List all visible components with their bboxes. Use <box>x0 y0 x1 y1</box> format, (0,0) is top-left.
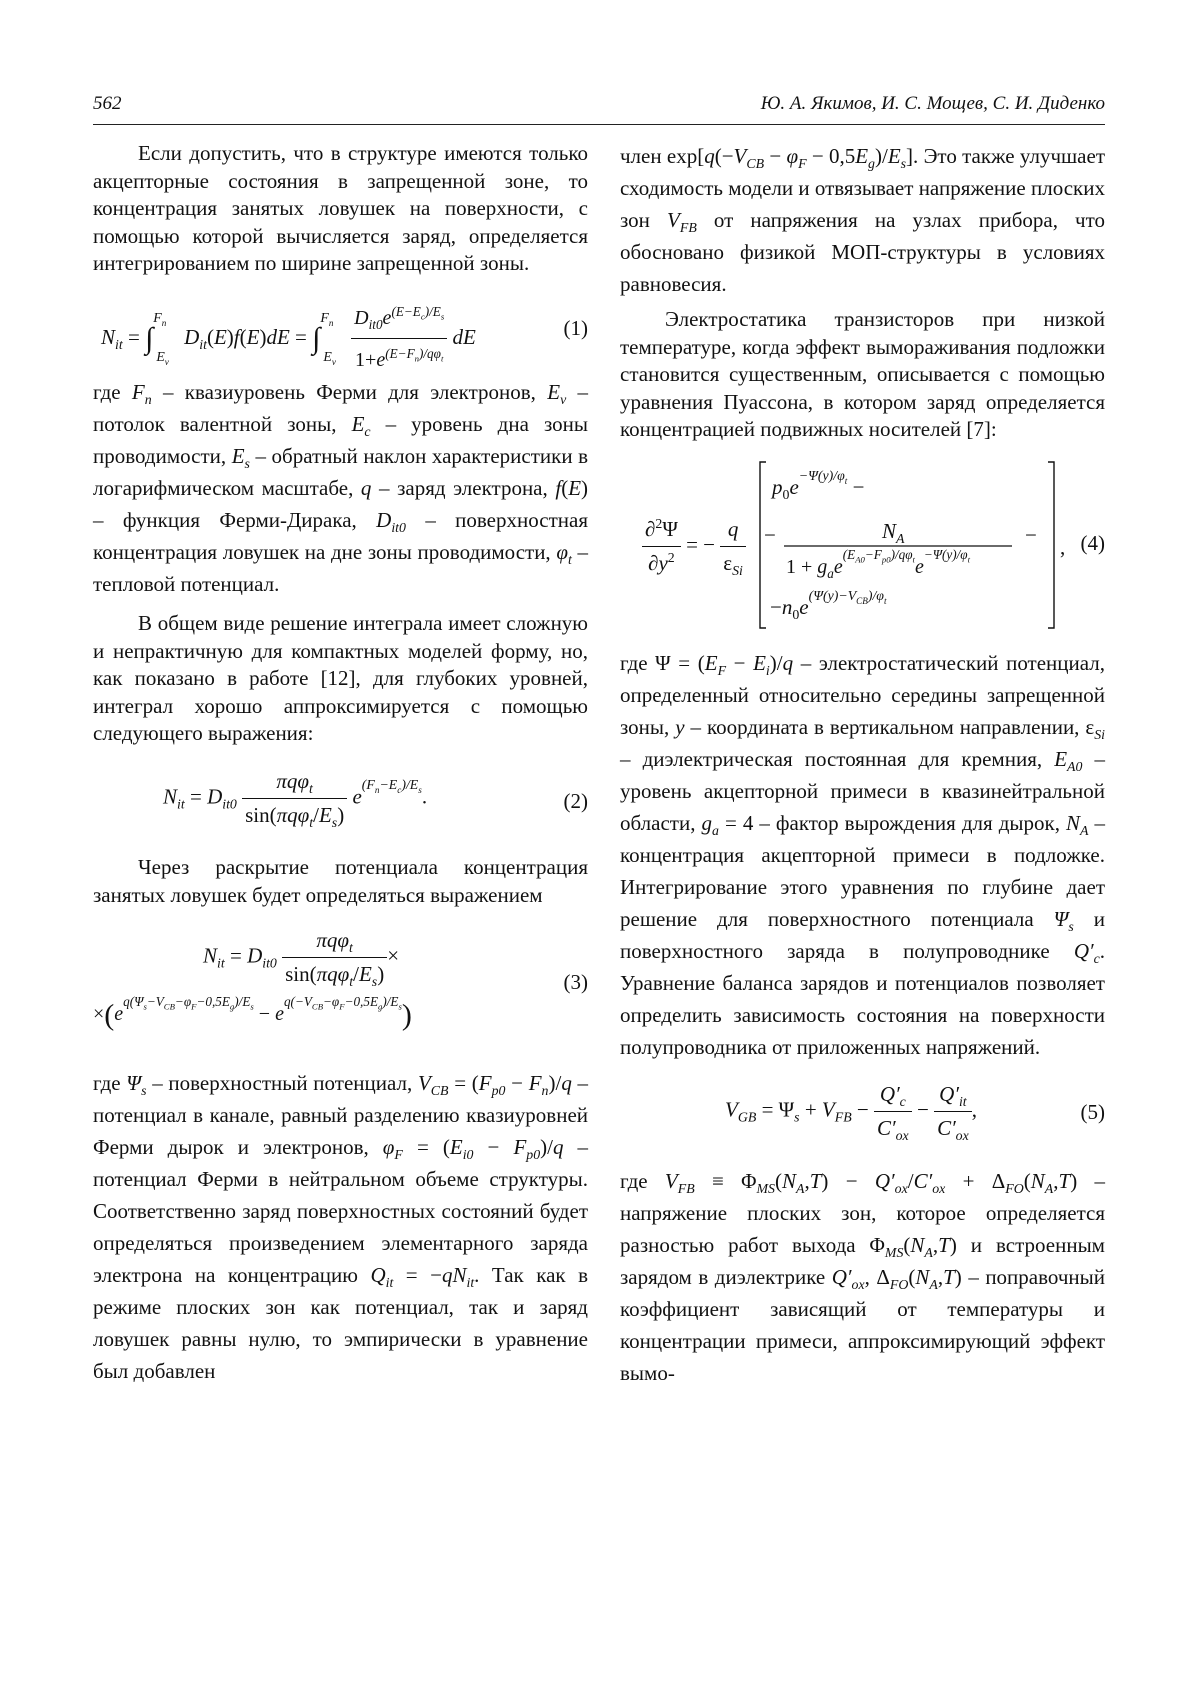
equation-1: Nit = ∫FnEv Dit(E)f(E)dE = ∫FnEv Dit0e(E−Ec)/Es 1+e(E−Fn)/qφt dE (1) <box>93 292 588 362</box>
paragraph-definitions-3: где Ψ = (EF − Ei)/q – электростатический потенциал, определенный относительно середины запрещенной зоны, y – координата в вертикальном направлении, εSi – диэлектрическая постоянная для кремния, EA0 – уровень акцепторной примеси в квазинейтральной области, ga = 4 – фактор вырождения для дырок, NA – концентрация акцепторной примеси в подложке. Интегрирование этого уравнения по глубине дает решение для поверхностного потенциала Ψs и поверхностного заряда в полупроводнике Q′c. Уравнение баланса зарядов и потенциалов позволяет определить зависимость состояния на поверхности полупроводника от приложенных напряжений. <box>620 647 1105 1063</box>
equation-1-number: (1) <box>564 310 589 346</box>
running-header <box>93 90 1105 122</box>
right-column <box>620 140 1105 1389</box>
paragraph-intro: Если допустить, что в структуре имеются только акцепторные состояния в запрещенной зоне, то концентрация занятых ловушек на поверхности, с помощью которой вычисляется заряд, определяется интегрированием по ширине запрещенной зоны. <box>93 140 588 278</box>
paragraph-approximation: В общем виде решение интеграла имеет сложную и непрактичную для компактных моделей форму, но, как показано в работе [12], для глубоких уровней, интеграл хорошо аппроксимируется с помощью следующего выражения: <box>93 610 588 748</box>
equation-5-number: (5) <box>1081 1099 1106 1127</box>
header-rule <box>93 124 1105 125</box>
equation-3: Nit = Dit0 πqφt sin(πqφt/Es) × ×(eq(Ψs−VCB−φF−0,5Eg)/Es − eq(−VCB−φF−0,5Eg)/Es) (3) <box>93 923 588 1053</box>
paragraph-definitions-2: где Ψs – поверхностный потенциал, VCB = (Fp0 − Fn)/q – потенциал в канале, равный разделению квазиуровней Ферми дырок и электронов, φF = (Ei0 − Fp0)/q – потенциал Ферми в нейтральном объеме структуры. Соответственно заряд поверхностных состояний будет определяться произведением элементарного заряда электрона на концентрацию Qit = −qNit. Так как в режиме плоских зон как потенциал, так и заряд ловушек равны нулю, то эмпирически в уравнение был добавлен <box>93 1067 588 1387</box>
paragraph-potential-expansion: Через раскрытие потенциала концентрация занятых ловушек будет определяться выражением <box>93 854 588 909</box>
paragraph-definitions-4: где VFB ≡ ΦMS(NA,T) − Q′ox/C′ox + ΔFO(NA,T) – напряжение плоских зон, которое определяется разностью работ выхода ΦMS(NA,T) и встроенным зарядом в диэлектрике Q′ox, ΔFO(NA,T) – поправочный коэффициент зависящий от температуры и концентрации примеси, аппроксимирующий эффект вымо- <box>620 1165 1105 1389</box>
equation-4: ∂2Ψ ∂y2 = − q εSi p0e−Ψ(y)/φt − − NA 1 + gae(EA0−Fp0)/qφte−Ψ(y)/φt − −n0e(Ψ(y)−VCB)/φt , (4) <box>620 458 1105 633</box>
page-number: 562 <box>93 90 122 118</box>
paragraph-empirical-term: член exp[q(−VCB − φF − 0,5Eg)/Es]. Это также улучшает сходимость модели и отвязывает напряжение плоских зон VFB от напряжения на узлах прибора, что обосновано физикой МОП-структуры в условиях равновесия. <box>620 140 1105 300</box>
equation-4-number: (4) <box>1081 530 1106 558</box>
left-column <box>93 140 588 1387</box>
paragraph-electrostatics: Электростатика транзисторов при низкой температуре, когда эффект вымораживания подложки становится существенным, описывается с помощью уравнения Пуассона, в котором заряд определяется концентрацией подвижных носителей [7]: <box>620 306 1105 444</box>
equation-2-number: (2) <box>564 788 589 816</box>
equation-5: VGB = Ψs + VFB − Q′c C′ox − Q′it C′ox , (5) <box>620 1077 1105 1151</box>
equation-3-number: (3) <box>564 969 589 997</box>
author-line: Ю. А. Якимов, И. С. Мощев, С. И. Диденко <box>761 90 1105 118</box>
equation-2: Nit = Dit0 πqφt sin(πqφt/Es) e(Fn−Ec)/Es. (2) <box>93 762 588 840</box>
paragraph-definitions-1: где Fn – квазиуровень Ферми для электронов, Ev – потолок валентной зоны, Ec – уровень дна зоны проводимости, Es – обратный наклон характеристики в логарифмическом масштабе, q – заряд электрона, f(E) – функция Ферми-Дирака, Dit0 – поверхностная концентрация ловушек на дне зоны проводимости, φt – тепловой потенциал. <box>93 376 588 600</box>
